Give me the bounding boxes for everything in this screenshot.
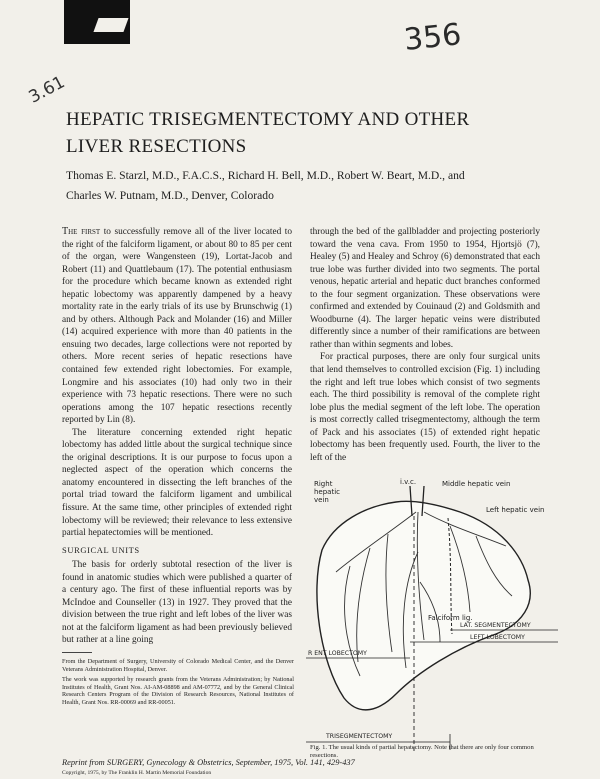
paragraph-surgical-units: For practical purposes, there are only four surgical units that lend themselves to controlled excision (Fig. 1) including the right and left true lobes which consist of two segments each. The third possibility is removal of the complete right lobe plus the medial segment of the left lobe. The operation is most correctly called trisegmentectomy, although the term of Pack and his associates (15) of extended right hepatic lobectomy has been frequently used. Fourth, the liver to the left of the <box>310 352 540 463</box>
label-falciform: Falciform lig. <box>428 614 473 622</box>
label-lat-segmentectomy: LAT. SEGMENTECTOMY <box>460 622 531 629</box>
footnote-affiliation: From the Department of Surgery, University of Colorado Medical Center, and the Denver Veterans Administration Hospital, Denver. <box>62 658 294 673</box>
author-block <box>66 166 486 206</box>
figure-caption: Fig. 1. The usual kinds of partial hepatectomy. Note that there are only four common resections. <box>310 744 534 759</box>
handwritten-margin-note: 3.61 <box>25 72 69 108</box>
footnote-rule <box>62 652 92 653</box>
author-line-2: Charles W. Putnam, M.D., Denver, Colorado <box>66 189 274 202</box>
liver-outline <box>317 501 530 710</box>
paragraph-intro <box>62 226 292 427</box>
section-heading-surgical-units: SURGICAL UNITS <box>62 545 140 555</box>
label-left-lobectomy: LEFT LOBECTOMY <box>470 634 525 641</box>
label-right-hepatic-vein-1: Right <box>314 480 333 488</box>
lead-words: The first <box>62 226 101 237</box>
left-column-lower <box>62 559 292 647</box>
handwritten-page-number: 356 <box>402 17 463 58</box>
label-right-hepatic-vein-3: vein <box>314 496 329 504</box>
footnote-support: The work was supported by research grants from the Veterans Administration; by National Institutes of Health, Grant Nos. AI-AM-08898 and AM-07772, and by the General Clinical Research Centers Program of the Division of Research Resources, National Institutes of Health, Grant Nos. RR-00069 and RR-00051. <box>62 676 294 706</box>
label-right-hepatic-vein-2: hepatic <box>314 488 341 496</box>
right-column <box>310 226 540 464</box>
paragraph-literature: The literature concerning extended right hepatic lobectomy has added little about the surgical technique since the original descriptions. It is our purpose to focus upon a neglected aspect of the operation which concerns the anatomy encountered in dissecting the left branches of the portal triad toward the falciform ligament and umbilical fissure. At the same time, other principles of extended right lobectomy will be reviewed; their relevance to less extensive partial hepatectomies will be mentioned. <box>62 427 292 539</box>
paragraph-basis: The basis for orderly subtotal resection of the liver is found in anatomic studies which were published a quarter of a century ago. The first of these influential reports was by McIndoe and Counseller (13) in 1927. They proved that the division between the true right and left lobes of the liver was not at the falciform ligament as had been previously believed but rather at a line going <box>62 560 292 646</box>
reprint-line: Reprint from SURGERY, Gynecology & Obstetrics, September, 1975, Vol. 141, 429-437 <box>62 758 355 767</box>
label-left-hepatic-vein: Left hepatic vein <box>486 506 545 514</box>
label-middle-hepatic-vein: Middle hepatic vein <box>442 480 511 488</box>
paragraph-intro-text: to successfully remove all of the liver located to the right of the falciform ligament, or about 80 to 85 per cent of the organ, were Wangensteen (19), Lortat-Jacob and Robert (11) and Quattlebaum (17). The potential enthusiasm for the procedure which became known as extended right hepatic lobectomy was apparently dampened by a heavy mortality rate in the early trials of its use by Brunschwig (1) and by others. Although Pack and Molander (16) and Miller (14) acquired experience with more than 40 patients in the ensuing two decades, large collections were not reported by others. More recent series of hepatic resections have contained few extended right lobectomies. For example, Longmire and his associates (10) had only two in their experience with 73 hepatic resections. There were no such operations among the 107 hepatic resections recently reported by Lin (8). <box>62 227 292 426</box>
liver-resection-figure <box>300 472 562 772</box>
copyright-line: Copyright, 1975, by The Franklin H. Martin Memorial Foundation <box>62 770 212 776</box>
left-column <box>62 226 292 540</box>
label-ivc: i.v.c. <box>400 478 417 486</box>
label-trisegmentectomy: TRISEGMENTECTOMY <box>326 733 393 740</box>
scan-artifact <box>93 18 128 32</box>
paragraph-gallbladder: through the bed of the gallbladder and projecting posteriorly toward the vena cava. From 1950 to 1954, Hjortsjö (7), Healey (5) and Healey and Schroy (6) demonstrated that each true lobe was further divided into two segments. The portal venous, hepatic arterial and hepatic duct branches conformed to the four segment organization. These observations were confirmed and extended by Couinaud (2) and Goldsmith and Woodburne (4). The larger hepatic veins were distributed differently since a number of their ramifications are between rather than within segments and lobes. <box>310 227 540 350</box>
article-title: HEPATIC TRISEGMENTECTOMY AND OTHER LIVER RESECTIONS <box>66 109 470 157</box>
author-line-1: Thomas E. Starzl, M.D., F.A.C.S., Richard H. Bell, M.D., Robert W. Beart, M.D., and <box>66 169 465 182</box>
label-right-lobectomy: R ENT LOBECTOMY <box>308 650 367 657</box>
